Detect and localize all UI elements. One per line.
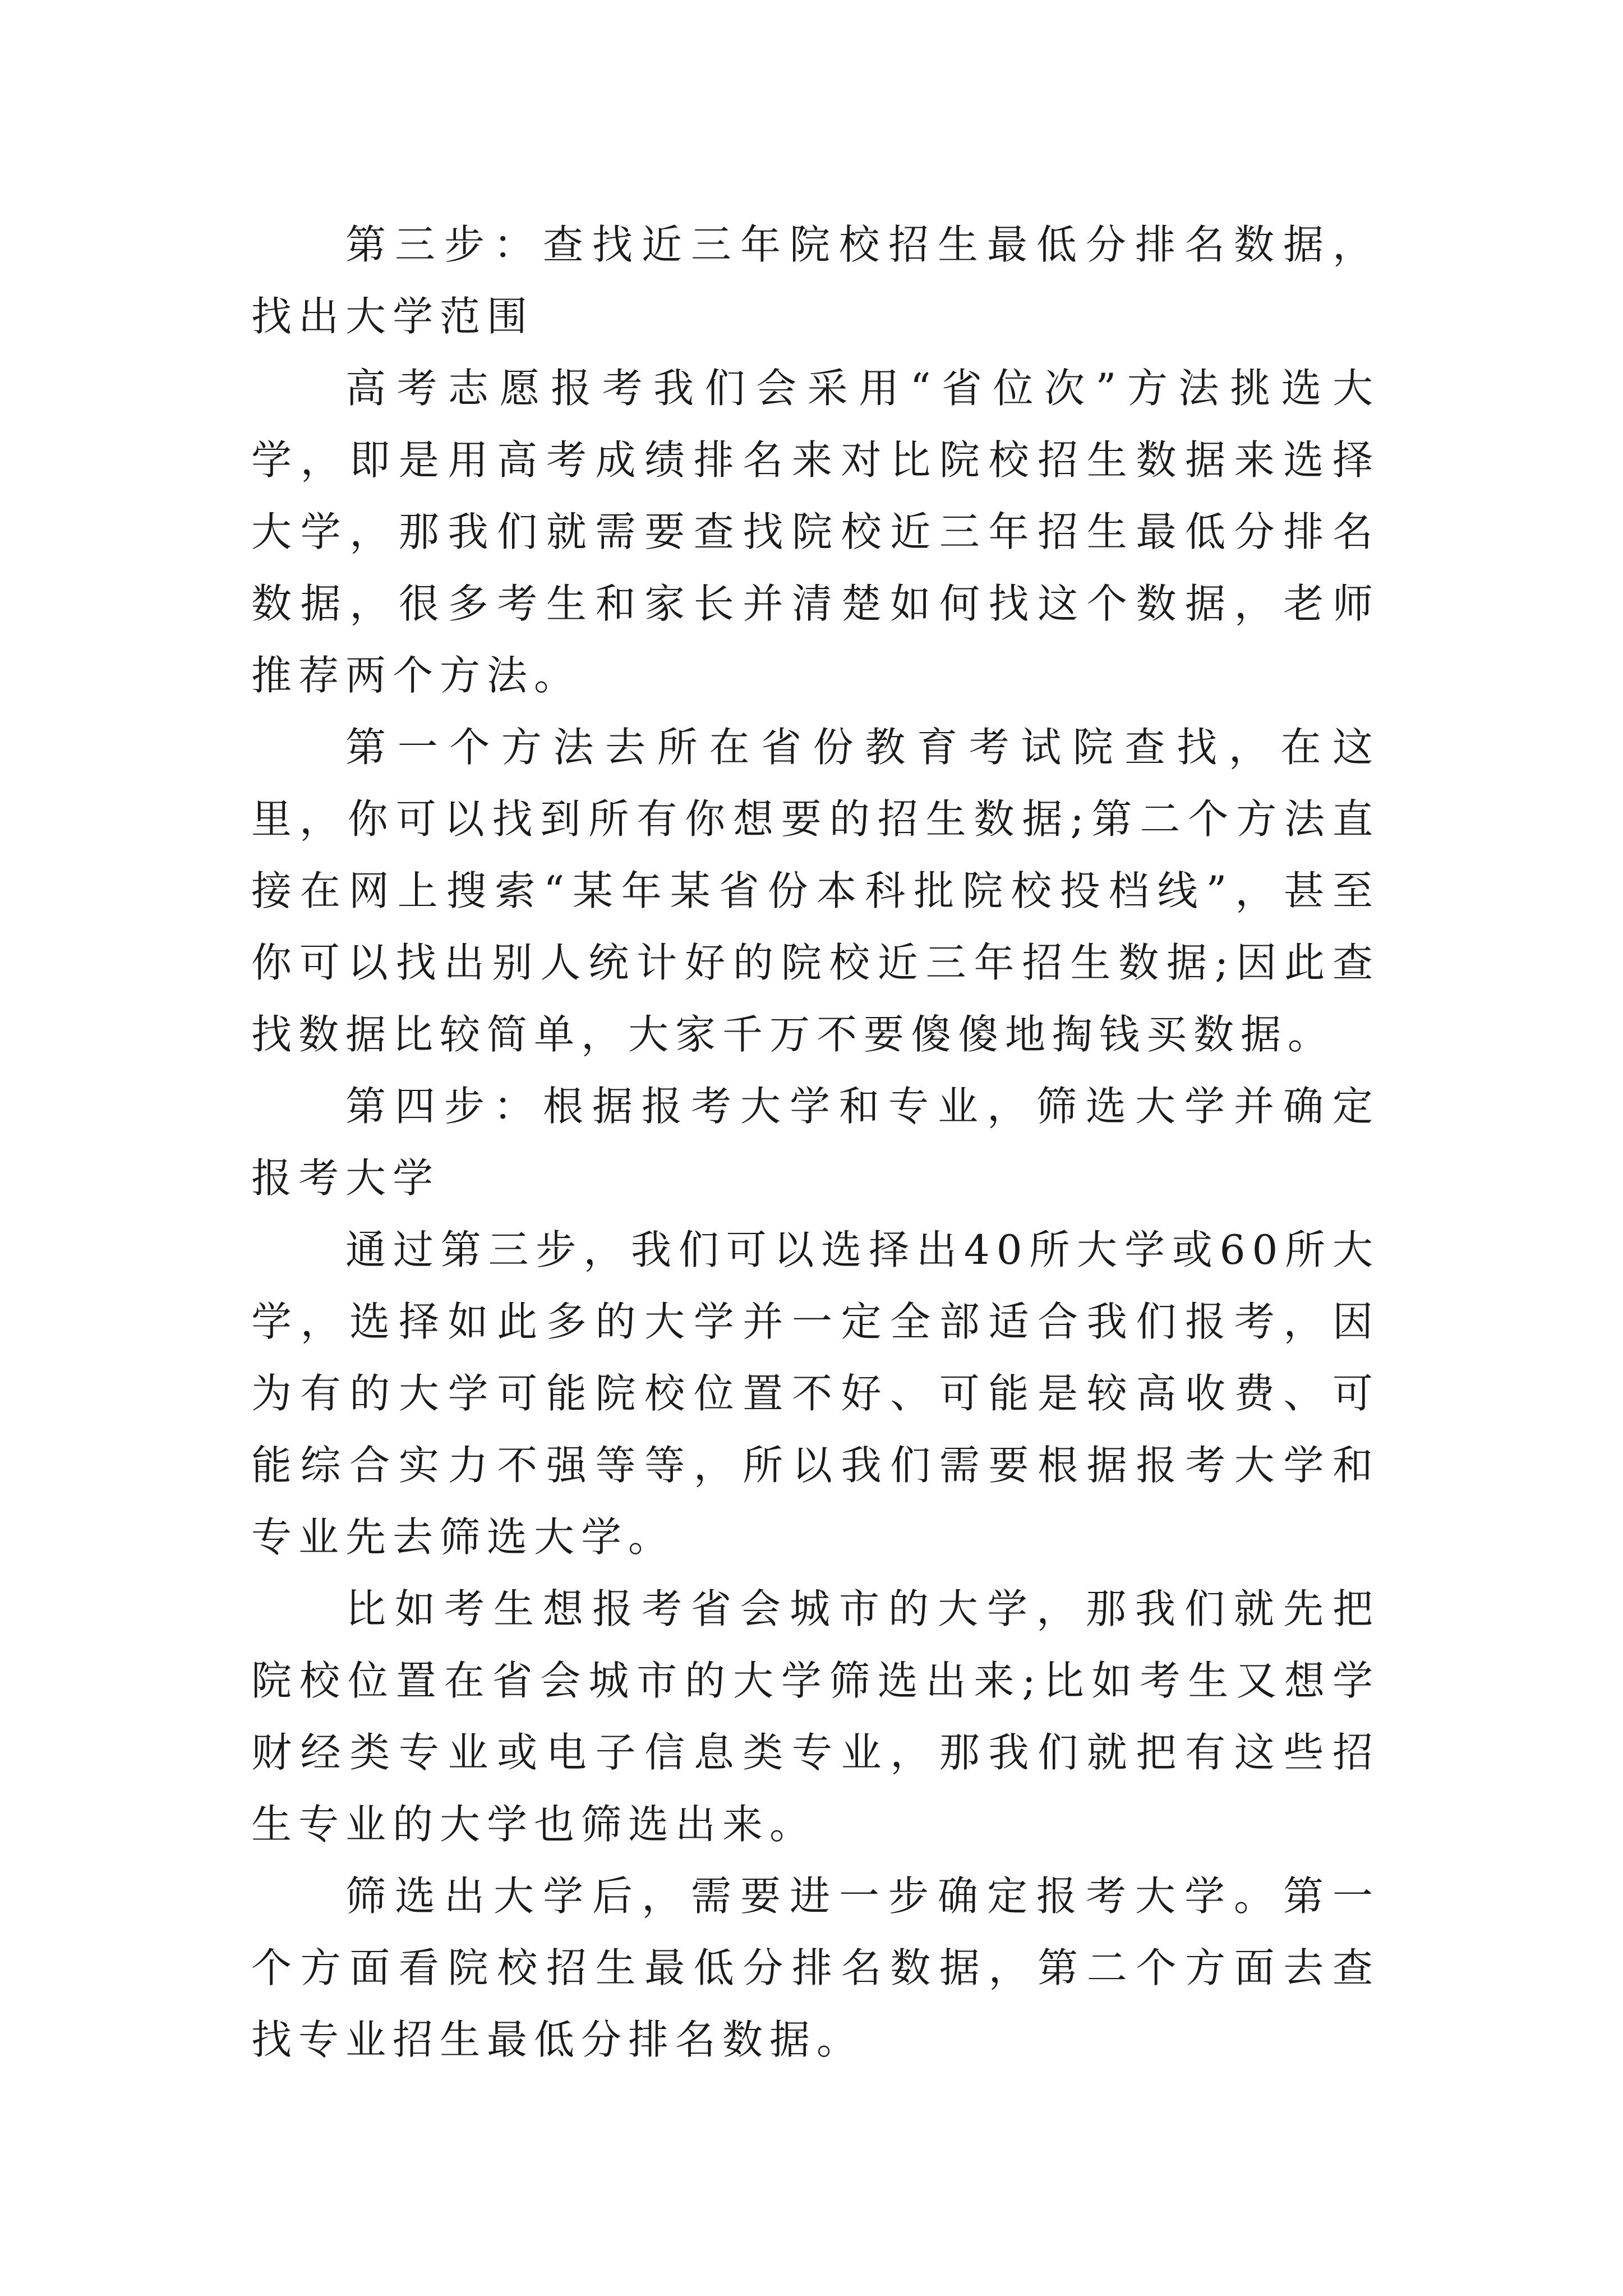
step-three-heading: 第三步：查找近三年院校招生最低分排名数据，找出大学范围: [251, 221, 1380, 340]
paragraph-filter-examples: 比如考生想报考省会城市的大学，那我们就先把院校位置在省会城市的大学筛选出来;比如考生又想学财经类专业或电子信息类专业，那我们就把有这些招生专业的大学也筛选出来。: [251, 1585, 1380, 1848]
document-body: [251, 209, 1380, 2076]
step-four-heading: 第四步：根据报考大学和专业，筛选大学并确定报考大学: [251, 1083, 1380, 1202]
paragraph-filter-universities: 通过第三步，我们可以选择出40所大学或60所大学，选择如此多的大学并一定全部适合我们报考，因为有的大学可能院校位置不好、可能是较高收费、可能综合实力不强等等，所以我们需要根据报考大学和专业先去筛选大学。: [251, 1226, 1380, 1561]
paragraph-data-sources: 第一个方法去所在省份教育考试院查找，在这里，你可以找到所有你想要的招生数据;第二个方法直接在网上搜索“某年某省份本科批院校投档线”，甚至你可以找出别人统计好的院校近三年招生数据;因此查找数据比较简单，大家千万不要傻傻地掏钱买数据。: [251, 724, 1380, 1058]
paragraph-ranking-method: 高考志愿报考我们会采用“省位次”方法挑选大学，即是用高考成绩排名来对比院校招生数据来选择大学，那我们就需要查找院校近三年招生最低分排名数据，很多考生和家长并清楚如何找这个数据，老师推荐两个方法。: [251, 365, 1380, 699]
paragraph-confirm-choice: 筛选出大学后，需要进一步确定报考大学。第一个方面看院校招生最低分排名数据，第二个方面去查找专业招生最低分排名数据。: [251, 1872, 1380, 2063]
